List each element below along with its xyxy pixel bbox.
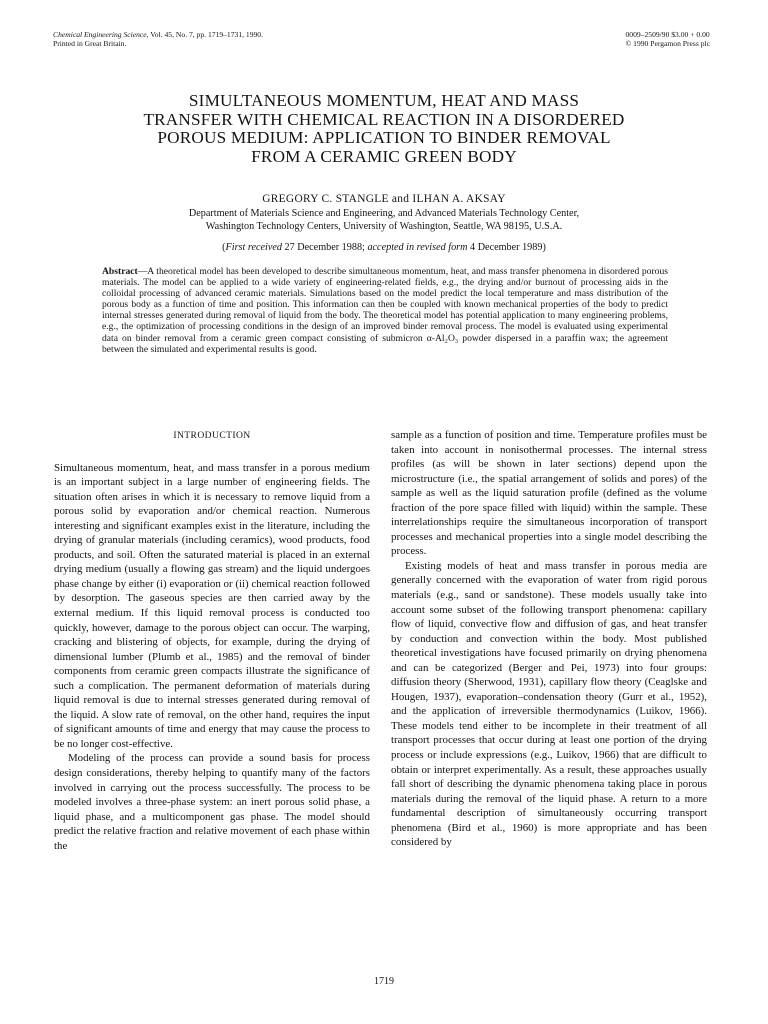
body-paragraph: Modeling of the process can provide a sound basis for process design considerations, thereby helping to quantify many of the factors involved in carrying out the process successfully. The process to be modeled involves a three-phase system: an inert porous solid phase, a liquid phase, and a multicomponent gas phase. The model should predict the relative fraction and relative movement of each phase within the [54,752,370,852]
running-header-right [625,30,710,48]
article-code: 0009–2509/90 $3.00 + 0.00 [625,30,710,39]
affiliation-line: Department of Materials Science and Engineering, and Advanced Materials Technology Center, [188,208,580,219]
right-column [391,428,707,850]
copyright: © 1990 Pergamon Press plc [625,39,710,48]
affiliation [60,208,708,233]
paren-close: ) [542,242,546,253]
abstract-text: —A theoretical model has been developed to describe simultaneous momentum, heat, and mass transfer phenomena in disordered porous materials. The model can be applied to a wide variety of engineering-related fields, e.g., the drying and/or burnout of processing aids in the colloidal processing of advanced ceramic materials. Simulations based on the model predict the local temperature and mass distribution of the porous body as a function of time and position. This information can then be coupled with known mechanical properties of the body to predict internal stresses generated during removal of liquid from the body. The theoretical model has potential application to many engineering problems, e.g., the optimization of processing conditions in the design of an improved binder removal process. The model is evaluated using experimental data on binder removal from a ceramic green compact consisting of submicron α-Al₂O₃ powder dispersed in a paraffin wax; the agreement between the simulated and experimental results is good. [102,266,668,355]
accepted-label: accepted in revised form [367,242,468,253]
body-paragraph: sample as a function of position and time. Temperature profiles must be taken into account in nonisothermal processes. The internal stress profiles (as will be shown in later sections) depend upon the microstructure (i.e., the spatial arrangement of solids and pores) of the sample as well as the liquid saturation profile (defined as the volume fraction of the pore space filled with liquid) within the sample. These interrelationships require the simultaneous incorporation of transport processes and mechanical properties into a single model describing the process. [391,429,707,558]
printed-in: Printed in Great Britain. [53,39,127,48]
paren-open: ( [222,242,226,253]
first-received-label: First received [225,242,282,253]
title-line: TRANSFER WITH CHEMICAL REACTION IN A DISORDERED [143,109,625,129]
running-header-left [53,30,263,48]
left-column [54,428,370,853]
volume-info: Vol. 45, No. 7, pp. 1719–1731, 1990. [148,30,264,39]
article-title [60,92,708,166]
accepted-date: 4 December 1989 [467,242,543,253]
abstract-label: Abstract [102,266,138,277]
journal-citation [53,30,263,39]
first-received-date: 27 December 1988; [282,242,368,253]
body-paragraph: Existing models of heat and mass transfer in porous media are generally concerned with the evaporation of water from rigid porous materials (e.g., sand or sandstone). These models usually take into account some subset of the following transport phenomena: capillary flow of liquid, convective flow and diffusion of gas, and heat transfer by conduction and convection within the body. Most published theoretical investigations have focused primarily on drying phenomena and can be categorized (Berger and Pei, 1973) into four groups: diffusion theory (Sherwood, 1931), capillary flow theory (Ceaglske and Hougen, 1937), evaporation–condensation theory (Gurr et al., 1952), and the application of irreversible thermodynamics (Luikov, 1966). These models tend either to be incomplete in their treatment of all transport processes that occur during at least one portion of the drying process or include expressions (e.g., Luikov, 1966) that are difficult to obtain or interpret experimentally. As a result, these approaches usually fall short of describing the dynamic phenomena taking place in porous materials during the removal of the liquid phase. A return to a more fundamental description of simultaneously occurring transport phenomena (Bird et al., 1960) is more appropriate and has been considered by [391,559,707,849]
author-list: GREGORY C. STANGLE and ILHAN A. AKSAY [262,193,506,205]
received-dates [60,242,708,253]
title-line: SIMULTANEOUS MOMENTUM, HEAT AND MASS [188,91,580,110]
abstract [102,266,668,355]
body-paragraph: Simultaneous momentum, heat, and mass transfer in a porous medium is an important subject in a large number of engineering fields. The situation often arises in which it is necessary to remove liquid from a porous solid by evaporation and/or chemical reaction. Numerous interesting and significant examples exist in the literature, including the drying of granular materials (including ceramics), wood products, food products, and soil. Often the saturated material is placed in an external drying medium (usually a flowing gas stream) and the liquid undergoes phase change by either (i) evaporation or (ii) chemical reaction followed by desorption. The gaseous species are then carried away by the external medium. If this liquid removal process is conducted too quickly, however, damage to the porous object can occur. The warping, cracking and blistering of objects, for example, during the drying of dimensional lumber (Plumb et al., 1985) and the removal of binder components from ceramic green compacts illustrate the significance of such a complication. The permanent deformation of materials during liquid removal is due to internal stresses generated during removal of the liquid. A slow rate of removal, on the other hand, requires the input of significant amounts of time and energy that may cause the process to be no longer cost-effective. [54,461,370,750]
page-number: 1719 [374,976,394,987]
title-line: POROUS MEDIUM: APPLICATION TO BINDER REMOVAL [157,128,611,148]
affiliation-line: Washington Technology Centers, University of Washington, Seattle, WA 98195, U.S.A. [205,220,563,232]
title-line: FROM A CERAMIC GREEN BODY [251,146,517,166]
journal-name: Chemical Engineering Science, [53,30,149,39]
section-heading-introduction: INTRODUCTION [173,430,251,441]
